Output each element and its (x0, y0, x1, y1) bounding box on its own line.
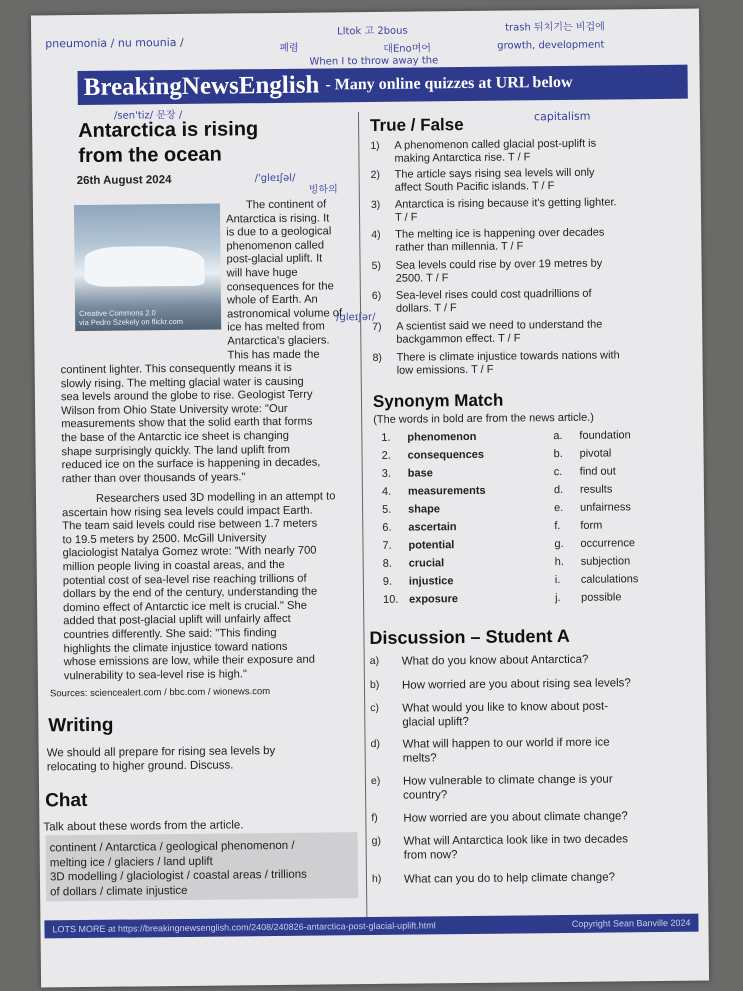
writing-line: We should all prepare for rising sea levels by (46, 745, 276, 760)
q-line: Sea levels could rise by over 19 metres by (395, 257, 603, 272)
discussion-question (403, 809, 693, 826)
article-line: added that post-glacial uplift will unfairly affect (63, 613, 291, 628)
q-line: 2500. T / F (395, 271, 449, 285)
q-line: glacial uplift? (402, 715, 469, 729)
photo-credit-line: Creative Commons 2.0 (79, 308, 156, 319)
synonym-number: 10. (383, 593, 399, 606)
q-line: The melting ice is happening over decades (395, 226, 605, 241)
synonym-word: consequences (407, 448, 485, 462)
site-brand: BreakingNewsEnglish (83, 71, 320, 101)
handwritten-note: capitalism (533, 109, 591, 124)
q-line: Sea-level rises could cost quadrillions of (395, 287, 592, 302)
article-line: vulnerability to sea-level rise is high." (63, 668, 247, 682)
article-line: measurements show that the solid earth that forms (61, 415, 313, 431)
q-line: What will Antarctica look like in two decades (403, 833, 629, 848)
chat-word-line: continent / Antarctica / geological phenomenon / (49, 839, 295, 855)
article-line: The team said levels could rise between 1.7 meters (62, 517, 318, 533)
question-number: 1) (370, 139, 380, 152)
synonym-match: occurrence (580, 537, 635, 550)
q-line: from now? (403, 849, 458, 862)
synonym-word: measurements (407, 484, 486, 498)
synonym-heading: Synonym Match (372, 390, 504, 411)
question-text (394, 137, 649, 165)
discussion-question (402, 699, 692, 730)
article-line: Antarctica's glaciers. (227, 334, 330, 348)
discussion-question (403, 772, 693, 803)
discussion-heading: Discussion – Student A (369, 625, 570, 649)
handwritten-note: 대Eno며어 (383, 43, 432, 55)
synonym-letter: a. (553, 429, 563, 443)
true-false-heading: True / False (369, 114, 464, 135)
handwritten-note: 빙하의 (308, 184, 338, 196)
discussion-question (404, 832, 694, 863)
handwritten-note: When I to throw away the (309, 55, 439, 68)
q-line: There is climate injustice towards nations with (396, 349, 620, 364)
article-line: highlights the climate injustice toward nations (63, 640, 288, 655)
question-text (395, 166, 650, 194)
synonym-number: 3. (381, 467, 391, 480)
synonym-match: unfairness (580, 501, 631, 514)
synonym-letter: f. (554, 520, 561, 533)
handwritten-note: /sen'tiz/ 문장 / (113, 109, 183, 122)
synonym-note: (The words in bold are from the news article.) (373, 411, 594, 426)
handwritten-note: Lltok 고 2bous (337, 25, 408, 38)
handwritten-note: /'gleɪʃəl/ (254, 172, 296, 185)
discussion-letter: e) (370, 774, 381, 788)
q-line: Antarctica is rising because it's getting lighter. (394, 196, 617, 211)
synonym-match: subjection (580, 555, 631, 568)
site-tagline: - Many online quizzes at URL below (325, 73, 573, 94)
article-title (78, 117, 259, 169)
question-text (396, 349, 651, 377)
article-line: ascertain how rising sea levels could impact Earth. (62, 504, 313, 519)
article-line: reduced ice on the surface is happening in decades, (61, 456, 321, 472)
discussion-question (402, 652, 692, 669)
question-number: 8) (372, 351, 382, 364)
article-line: dollars by the end of the century, understanding the (62, 585, 318, 601)
article-line: slowly rising. The melting glacial water is causing (60, 375, 304, 390)
synonym-word: base (407, 467, 433, 480)
article-line: is due to a geological (226, 225, 332, 239)
q-line: What would you like to know about post- (402, 700, 609, 715)
discussion-letter: g) (371, 834, 381, 848)
article-line: This has made the (227, 348, 320, 362)
synonym-word: phenomenon (407, 430, 477, 444)
handwritten-note: growth, development (497, 39, 605, 52)
question-text (395, 226, 650, 254)
q-line: dollars. T / F (395, 301, 457, 315)
article-line: Wilson from Ohio State University wrote: "Our (61, 402, 288, 418)
discussion-question (403, 735, 693, 766)
synonym-letter: b. (553, 447, 563, 461)
chat-word-line: of dollars / climate injustice (50, 884, 188, 898)
article-line: potential cost of sea-level rise reaching trillions of (62, 572, 307, 587)
synonym-word: crucial (408, 557, 445, 570)
synonym-word: exposure (409, 593, 459, 606)
page-footer (44, 914, 698, 939)
question-number: 2) (370, 168, 381, 181)
chat-words (50, 838, 355, 899)
synonym-number: 8. (382, 557, 392, 570)
article-line: sea levels around the globe to rise. Geologist Terry (60, 388, 313, 404)
q-line: The article says rising sea levels will only (394, 166, 595, 181)
discussion-question (402, 676, 692, 693)
article-line: million people living in coastal areas, and the (62, 558, 285, 574)
article-line: post-glacial uplift. It (226, 252, 323, 266)
article-line: whole of Earth. An (226, 293, 318, 307)
synonym-number: 6. (382, 521, 392, 534)
photo-credit (79, 308, 183, 327)
q-line: rather than millennia. T / F (395, 239, 524, 254)
synonym-word: shape (408, 503, 440, 516)
q-line: backgammon effect. T / F (396, 331, 521, 346)
synonym-letter: i. (554, 574, 561, 587)
article-sources: Sources: sciencealert.com / bbc.com / wionews.com (49, 686, 271, 700)
synonym-letter: j. (554, 592, 561, 605)
synonym-number: 9. (382, 575, 393, 588)
q-line: What will happen to our world if more ice (402, 736, 610, 751)
synonym-word: injustice (408, 575, 454, 588)
synonym-match: pivotal (579, 447, 612, 460)
synonym-letter: c. (553, 465, 563, 479)
synonym-number: 2. (381, 449, 391, 462)
question-number: 4) (371, 228, 381, 241)
q-line: How worried are you about rising sea levels? (401, 677, 631, 692)
q-line: melts? (402, 752, 437, 765)
article-line: domino effect of Antarctic ice melt is crucial." She (63, 599, 307, 614)
q-line: What do you know about Antarctica? (401, 653, 589, 668)
q-line: country? (403, 789, 448, 802)
article-line: consequences for the (226, 279, 334, 294)
chat-word-line: 3D modelling / glaciologist / coastal areas / trillions (49, 868, 307, 884)
q-line: How worried are you about climate change? (403, 810, 628, 825)
article-line: rather than over thousands of years." (61, 471, 246, 485)
column-divider (358, 112, 367, 917)
question-text (395, 196, 650, 224)
worksheet-page (31, 9, 709, 988)
article-paragraph-2 (62, 490, 360, 683)
discussion-question (404, 870, 694, 887)
article-line: Researchers used 3D modelling in an attempt to (95, 490, 336, 505)
discussion-letter: h) (371, 872, 382, 885)
synonym-match: form (580, 519, 603, 532)
handwritten-note: /gleɪʃər/ (336, 311, 376, 324)
synonym-number: 5. (382, 503, 392, 516)
handwritten-note: 폐렴 (279, 42, 299, 54)
writing-prompt (47, 743, 357, 774)
synonym-letter: d. (553, 483, 564, 497)
discussion-letter: f) (371, 811, 378, 825)
article-line: The continent of (245, 198, 327, 212)
q-line: A phenomenon called glacial post-uplift is (394, 137, 597, 152)
synonym-number: 1. (381, 431, 391, 444)
q-line: T / F (394, 210, 418, 224)
article-title-line: Antarctica is rising (78, 118, 259, 143)
discussion-letter: a) (369, 654, 380, 668)
footer-copyright: Copyright Sean Banville 2024 (571, 917, 691, 929)
synonym-match: foundation (579, 429, 631, 442)
article-line: whose emissions are low, while their exposure and (63, 653, 315, 669)
discussion-letter: b) (369, 678, 380, 692)
article-line: glaciologist Natalya Gomez wrote: "With nearly 700 (62, 544, 317, 560)
synonym-match: calculations (580, 573, 639, 586)
chat-word-line: melting ice / glaciers / land uplift (49, 855, 213, 869)
synonym-match: results (579, 483, 613, 496)
article-line: shape surprisingly quickly. The land uplift from (61, 443, 290, 458)
synonym-match: possible (580, 591, 622, 604)
synonym-letter: e. (554, 501, 564, 515)
synonym-number: 7. (382, 539, 392, 552)
article-title-line: from the ocean (78, 143, 222, 168)
synonym-word: ascertain (408, 521, 457, 534)
question-text (396, 318, 651, 346)
synonym-word: potential (408, 539, 455, 552)
q-line: A scientist said we need to understand the (396, 318, 603, 333)
chat-heading: Chat (45, 789, 88, 812)
q-line: low emissions. T / F (396, 363, 494, 377)
synonym-number: 4. (381, 485, 392, 498)
photo-credit-line: via Pedro Szekely on flickr.com (79, 316, 183, 328)
writing-line: relocating to higher ground. Discuss. (46, 759, 234, 774)
synonym-letter: h. (554, 555, 564, 569)
q-line: How vulnerable to climate change is your (402, 773, 613, 788)
article-line: will have huge (226, 266, 298, 280)
article-photo (74, 204, 221, 332)
article-paragraph-1 (61, 361, 358, 486)
chat-intro: Talk about these words from the article. (43, 819, 244, 834)
synonym-letter: g. (554, 537, 564, 551)
handwritten-note: pneumonia / nu mounia / (45, 35, 184, 51)
q-line: making Antarctica rise. T / F (394, 150, 531, 165)
article-line: the base of the Antarctic ice sheet is changing (61, 429, 290, 445)
article-line: ice has melted from (227, 320, 325, 334)
question-number: 6) (371, 289, 382, 302)
article-line: to 19.5 meters by 2500. McGill University (62, 531, 267, 547)
question-text (396, 257, 651, 285)
handwritten-note: trash 뒤치기는 비겁에 (505, 21, 605, 34)
discussion-letter: c) (370, 701, 380, 715)
q-line: What can you do to help climate change? (403, 871, 616, 886)
site-banner (78, 65, 688, 105)
article-line: astronomical volume of (227, 307, 343, 321)
iceberg-shape (84, 246, 204, 287)
question-number: 3) (370, 198, 381, 211)
writing-heading: Writing (48, 714, 114, 737)
article-date: 26th August 2024 (76, 174, 172, 188)
question-number: 7) (372, 320, 382, 333)
article-paragraph-wrap (226, 198, 358, 362)
q-line: affect South Pacific islands. T / F (394, 179, 555, 194)
article-line: Antarctica is rising. It (226, 212, 330, 226)
question-text (396, 287, 651, 315)
footer-url[interactable]: LOTS MORE at https://breakingnewsenglish.com/2408/240826-antarctica-post-glacial-uplift.html (52, 920, 436, 935)
synonym-match: find out (579, 465, 616, 478)
question-number: 5) (371, 259, 381, 272)
article-line: phenomenon called (226, 239, 325, 253)
article-line: continent lighter. This consequently means it is (60, 361, 292, 377)
discussion-letter: d) (370, 737, 380, 751)
article-line: countries differently. She said: "This finding (63, 626, 277, 642)
